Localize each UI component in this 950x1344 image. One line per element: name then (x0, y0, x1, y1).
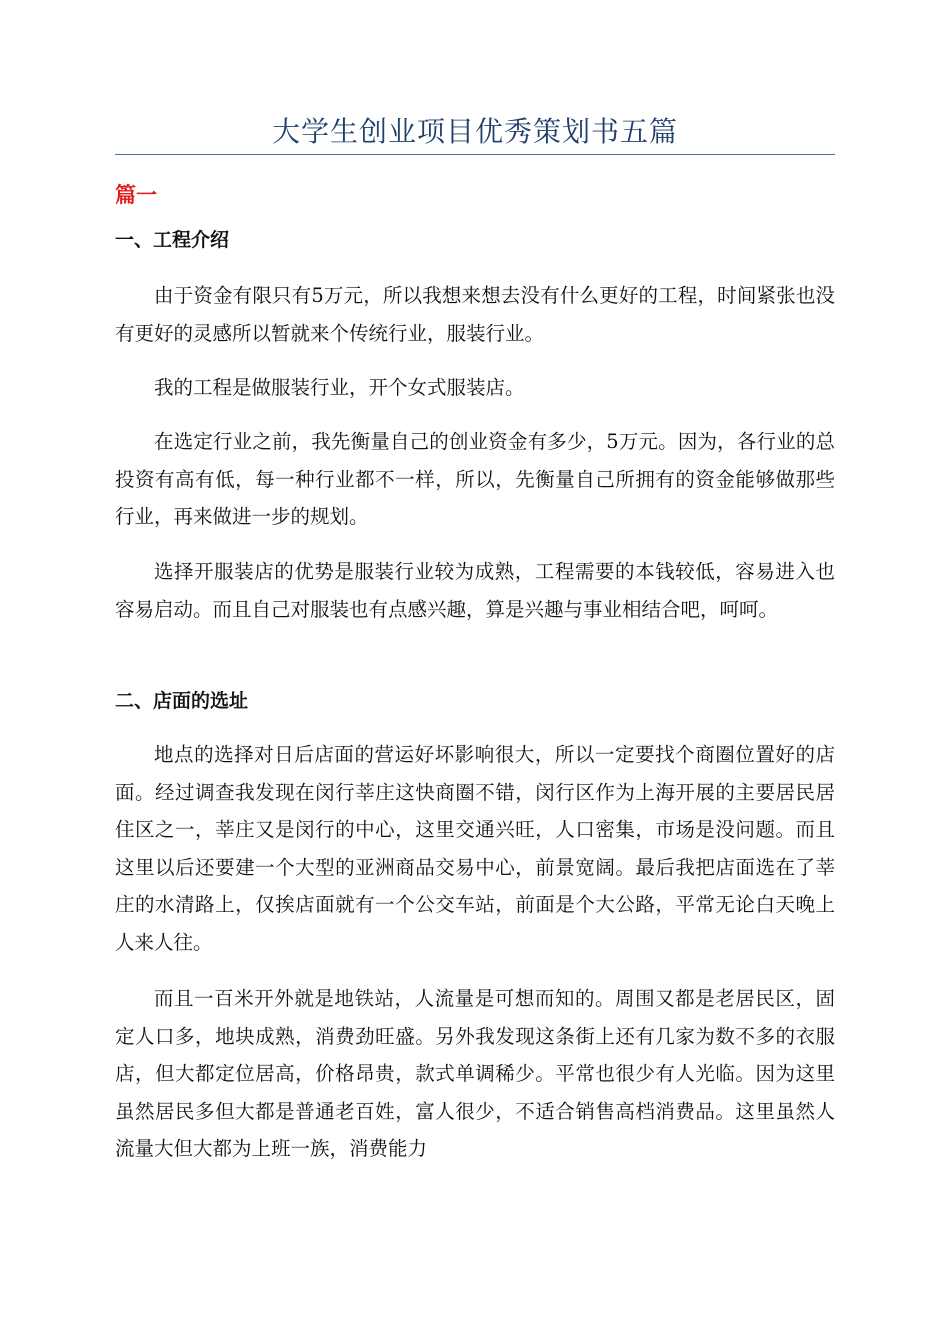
paragraph-4: 选择开服装店的优势是服装行业较为成熟，工程需要的本钱较低，容易进入也容易启动。而且自己对服装也有点感兴趣，算是兴趣与事业相结合吧，呵呵。 (115, 560, 835, 621)
title-underline (115, 154, 835, 155)
paragraph-2: 我的工程是做服装行业，开个女式服装店。 (154, 376, 525, 399)
paragraph-3: 在选定行业之前，我先衡量自己的创业资金有多少，5万元。因为，各行业的总投资有高有低，每一种行业都不一样，所以，先衡量自己所拥有的资金能够做那些行业，再来做进一步的规划。 (115, 430, 835, 528)
document-title: 大学生创业项目优秀策划书五篇 (271, 115, 678, 148)
section-heading-1: 一、工程介绍 (115, 229, 230, 251)
paragraph-5: 地点的选择对日后店面的营运好坏影响很大，所以一定要找个商圈位置好的店面。经过调查我发现在闵行莘庄这快商圈不错，闵行区作为上海开展的主要居民居住区之一，莘庄又是闵行的中心，这里交通兴旺，人口密集，市场是没问题。而且这里以后还要建一个大型的亚洲商品交易中心，前景宽阔。最后我把店面选在了莘庄的水清路上，仅挨店面就有一个公交车站，前面是个大公路，平常无论白天晚上人来人往。 (115, 743, 835, 954)
paragraph-1: 由于资金有限只有5万元，所以我想来想去没有什么更好的工程，时间紧张也没有更好的灵感所以暂就来个传统行业，服装行业。 (115, 284, 835, 345)
chapter-label: 篇一 (115, 183, 157, 207)
section-heading-2: 二、店面的选址 (115, 690, 249, 712)
paragraph-6: 而且一百米开外就是地铁站，人流量是可想而知的。周围又都是老居民区，固定人口多，地块成熟，消费劲旺盛。另外我发现这条街上还有几家为数不多的衣服店，但大都定位居高，价格昂贵，款式单调稀少。平常也很少有人光临。因为这里虽然居民多但大都是普通老百姓，富人很少，不适合销售高档消费品。这里虽然人流量大但大都为上班一族，消费能力 (115, 987, 835, 1160)
